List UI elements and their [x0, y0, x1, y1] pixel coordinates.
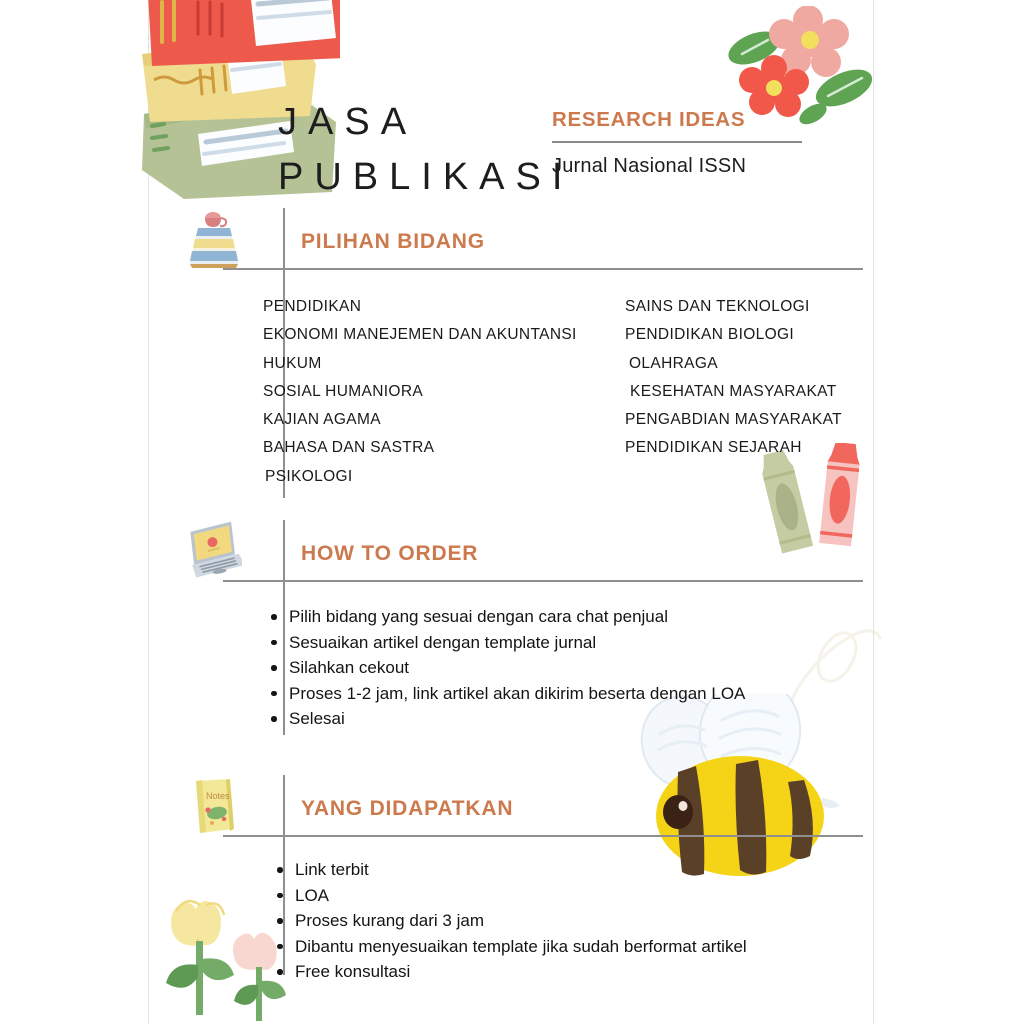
- yang-didapatkan-item: Proses kurang dari 3 jam: [274, 908, 747, 934]
- research-ideas-title: RESEARCH IDEAS: [552, 108, 746, 131]
- bidang-item: PSIKOLOGI: [265, 467, 353, 485]
- bidang-item: KESEHATAN MASYARAKAT: [630, 382, 837, 400]
- bidang-item: SAINS DAN TEKNOLOGI: [625, 298, 810, 315]
- yang-didapatkan-list: [274, 857, 747, 985]
- bidang-left-column: [263, 293, 577, 491]
- section-horizontal-rule: [223, 580, 863, 582]
- title-line-2: PUBLIKASI: [278, 156, 574, 199]
- research-ideas-subtitle: Jurnal Nasional ISSN: [552, 155, 747, 177]
- how-to-order-item: Sesuaikan artikel dengan template jurnal: [268, 630, 745, 656]
- bidang-item: PENDIDIKAN BIOLOGI: [625, 326, 795, 344]
- research-ideas-divider: [552, 141, 802, 143]
- bidang-item: SOSIAL HUMANIORA: [263, 382, 424, 400]
- section-horizontal-rule: [223, 268, 863, 270]
- title-line-1: JASA: [278, 101, 418, 143]
- section-heading-yang-didapatkan: YANG DIDAPATKAN: [301, 797, 514, 820]
- section-horizontal-rule: [223, 835, 863, 837]
- bidang-item: HUKUM: [263, 354, 322, 372]
- how-to-order-list: [268, 604, 745, 732]
- bidang-item: PENGABDIAN MASYARAKAT: [625, 411, 842, 429]
- how-to-order-item: Proses 1-2 jam, link artikel akan dikirim beserta dengan LOA: [268, 681, 745, 707]
- bidang-item: EKONOMI MANEJEMEN DAN AKUNTANSI: [263, 326, 577, 344]
- how-to-order-item: Selesai: [268, 706, 745, 732]
- bidang-right-column: [625, 293, 842, 463]
- yang-didapatkan-item: LOA: [274, 883, 747, 909]
- book-stack-cup-icon: [186, 210, 242, 268]
- section-heading-how-to-order: HOW TO ORDER: [301, 542, 479, 565]
- bidang-item: OLAHRAGA: [629, 354, 718, 372]
- laptop-icon: [186, 522, 242, 580]
- yang-didapatkan-item: Link terbit: [274, 857, 747, 883]
- bidang-item: KAJIAN AGAMA: [263, 411, 381, 429]
- bidang-item: PENDIDIKAN SEJARAH: [625, 439, 802, 457]
- how-to-order-item: Pilih bidang yang sesuai dengan cara chat penjual: [268, 604, 745, 630]
- section-heading-pilihan-bidang: PILIHAN BIDANG: [301, 230, 485, 253]
- notebook-icon: [186, 777, 242, 835]
- research-ideas-block: [552, 108, 808, 178]
- page-edge-right: [873, 0, 874, 1024]
- notebook-label: Notes: [206, 791, 230, 801]
- yang-didapatkan-item: Dibantu menyesuaikan template jika sudah berformat artikel: [274, 934, 747, 960]
- page-title: [278, 95, 573, 205]
- yang-didapatkan-item: Free konsultasi: [274, 959, 747, 985]
- bidang-item: BAHASA DAN SASTRA: [263, 439, 435, 457]
- how-to-order-item: Silahkan cekout: [268, 655, 745, 681]
- bidang-item: PENDIDIKAN: [263, 298, 362, 315]
